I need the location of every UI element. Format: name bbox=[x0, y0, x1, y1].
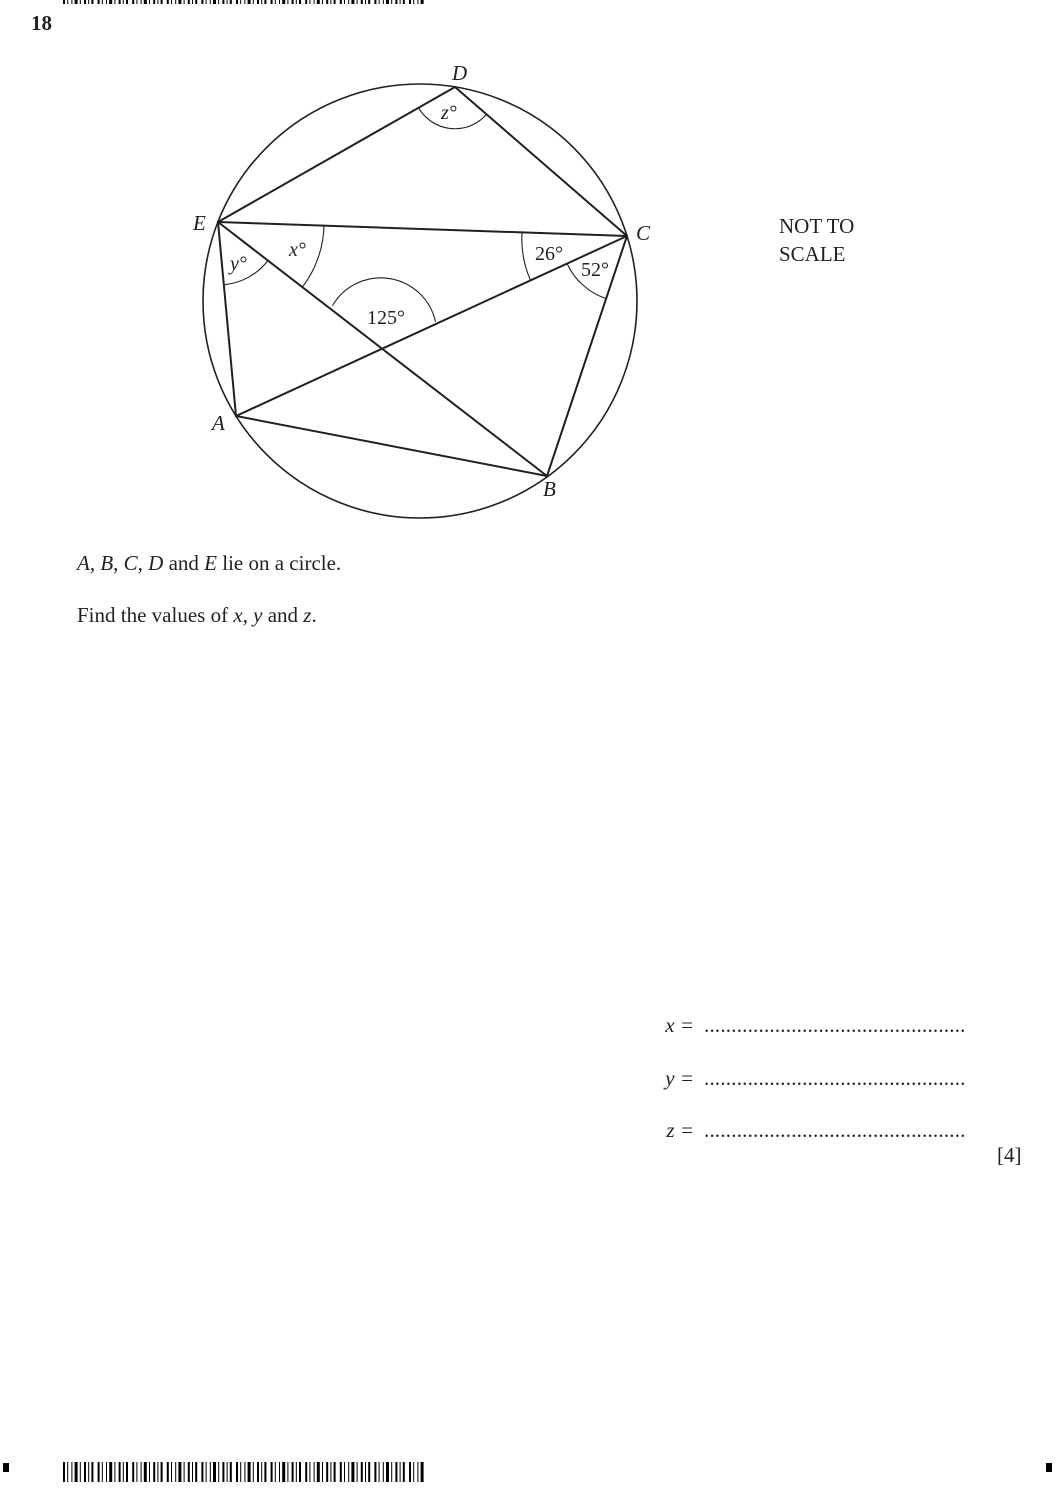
barcode-bar bbox=[334, 1462, 336, 1482]
barcode-bar bbox=[305, 1462, 307, 1482]
barcode-bar bbox=[171, 1462, 172, 1482]
barcode-bar bbox=[357, 1462, 358, 1482]
answer-dots-z[interactable]: ................................................ bbox=[704, 1118, 966, 1142]
point-label-C: C bbox=[636, 221, 651, 245]
barcode-bar bbox=[314, 1462, 315, 1482]
barcode-bar bbox=[351, 1462, 354, 1482]
barcode-bar bbox=[132, 1462, 134, 1482]
barcode-bar bbox=[218, 1462, 219, 1482]
barcode-bar bbox=[126, 1462, 128, 1482]
barcode-bar bbox=[106, 1462, 107, 1482]
find-prefix: Find the values of bbox=[77, 603, 234, 627]
barcode-bar bbox=[361, 1462, 363, 1482]
stmt-point-E: E bbox=[204, 551, 217, 575]
barcode-bar bbox=[88, 1462, 89, 1482]
barcode-bar bbox=[222, 1462, 224, 1482]
barcode-bar bbox=[379, 1462, 380, 1482]
circle-diagram bbox=[0, 0, 1056, 540]
angle-label-125: 125° bbox=[367, 307, 405, 329]
chord-AB bbox=[236, 416, 547, 476]
barcode-bar bbox=[153, 1462, 155, 1482]
find-var-y: y bbox=[253, 603, 263, 627]
barcode-bar bbox=[119, 1462, 121, 1482]
barcode-bar bbox=[184, 1462, 185, 1482]
answer-dots-y[interactable]: ................................................ bbox=[704, 1066, 966, 1090]
barcode-bar bbox=[167, 1462, 169, 1482]
corner-mark-right bbox=[1046, 1463, 1052, 1472]
point-label-B: B bbox=[543, 477, 556, 501]
barcode-bar bbox=[213, 1462, 216, 1482]
barcode-bar bbox=[80, 1462, 81, 1482]
barcode-bar bbox=[374, 1462, 376, 1482]
barcode-bar bbox=[348, 1462, 349, 1482]
barcode-bar bbox=[391, 1462, 392, 1482]
barcode-bar bbox=[279, 1462, 280, 1482]
angle-label-52: 52° bbox=[581, 259, 609, 281]
barcode-bar bbox=[344, 1462, 345, 1482]
barcode-bar bbox=[114, 1462, 115, 1482]
barcode-bar bbox=[67, 1462, 68, 1482]
barcode-bar bbox=[261, 1462, 262, 1482]
barcode-bar bbox=[287, 1462, 288, 1482]
barcode-bar bbox=[141, 1462, 142, 1482]
barcode-bar bbox=[368, 1462, 370, 1482]
barcode-bar bbox=[296, 1462, 297, 1482]
barcode-bar bbox=[136, 1462, 137, 1482]
chord-ED bbox=[218, 87, 455, 222]
answer-var-y: y = bbox=[665, 1066, 694, 1090]
barcode-bar bbox=[161, 1462, 163, 1482]
point-label-A: A bbox=[212, 411, 225, 435]
barcode-bar bbox=[244, 1462, 245, 1482]
barcode-bar bbox=[157, 1462, 158, 1482]
barcode-bar bbox=[292, 1462, 294, 1482]
scale-note-line1: NOT TO bbox=[779, 214, 855, 238]
barcode-bar bbox=[109, 1462, 112, 1482]
stmt-point-B: B bbox=[100, 551, 114, 575]
answer-line-y[interactable] bbox=[640, 1066, 985, 1092]
barcode-bar bbox=[91, 1462, 93, 1482]
barcode-bar bbox=[386, 1462, 389, 1482]
bottom-barcode bbox=[63, 1462, 425, 1482]
barcode-bar bbox=[206, 1462, 207, 1482]
marks-label: [4] bbox=[997, 1143, 1022, 1167]
barcode-bar bbox=[395, 1462, 397, 1482]
barcode-bar bbox=[403, 1462, 405, 1482]
answer-dots-x[interactable]: ................................................ bbox=[704, 1013, 966, 1037]
angle-label-x: x° bbox=[289, 239, 306, 261]
answer-var-x: x = bbox=[665, 1013, 694, 1037]
chord-DC bbox=[455, 87, 627, 236]
stmt-tail: lie on a circle. bbox=[217, 551, 342, 575]
barcode-bar bbox=[192, 1462, 193, 1482]
chord-EC bbox=[218, 222, 627, 236]
barcode-bar bbox=[299, 1462, 301, 1482]
barcode-bar bbox=[421, 1462, 424, 1482]
barcode-bar bbox=[253, 1462, 254, 1482]
barcode-bar bbox=[195, 1462, 197, 1482]
question-instruction: Find the values of x, y and z. bbox=[77, 603, 317, 627]
barcode-bar bbox=[75, 1462, 78, 1482]
barcode-bar bbox=[340, 1462, 342, 1482]
angle-label-y: y° bbox=[230, 253, 247, 275]
barcode-bar bbox=[144, 1462, 147, 1482]
barcode-bar bbox=[123, 1462, 124, 1482]
answer-var-z: z = bbox=[666, 1118, 694, 1142]
barcode-bar bbox=[240, 1462, 241, 1482]
barcode-bar bbox=[409, 1462, 411, 1482]
barcode-bar bbox=[236, 1462, 238, 1482]
barcode-bar bbox=[227, 1462, 228, 1482]
find-var-x: x bbox=[233, 603, 243, 627]
answer-line-z[interactable] bbox=[640, 1118, 985, 1144]
barcode-bar bbox=[149, 1462, 150, 1482]
barcode-bar bbox=[326, 1462, 328, 1482]
barcode-bar bbox=[210, 1462, 211, 1482]
barcode-bar bbox=[201, 1462, 203, 1482]
barcode-bar bbox=[264, 1462, 266, 1482]
stmt-point-C: C bbox=[123, 551, 138, 575]
angle-label-26: 26° bbox=[535, 243, 563, 265]
chord-AC bbox=[236, 236, 627, 416]
barcode-bar bbox=[248, 1462, 251, 1482]
barcode-bar bbox=[400, 1462, 401, 1482]
barcode-bar bbox=[230, 1462, 232, 1482]
barcode-bar bbox=[417, 1462, 418, 1482]
scale-note-line2: SCALE bbox=[779, 242, 846, 266]
barcode-bar bbox=[63, 1462, 65, 1482]
circle bbox=[203, 84, 637, 518]
answer-line-x[interactable] bbox=[640, 1013, 985, 1039]
stmt-point-A: A bbox=[77, 551, 90, 575]
barcode-bar bbox=[322, 1462, 323, 1482]
corner-mark-left bbox=[3, 1463, 9, 1472]
barcode-bar bbox=[271, 1462, 273, 1482]
arc-26 bbox=[522, 232, 531, 280]
barcode-bar bbox=[282, 1462, 285, 1482]
point-label-D: D bbox=[452, 61, 468, 85]
point-label-E: E bbox=[193, 211, 206, 235]
barcode-bar bbox=[413, 1462, 414, 1482]
barcode-bar bbox=[188, 1462, 190, 1482]
question-statement: A, B, C, D and E lie on a circle. bbox=[77, 551, 342, 575]
barcode-bar bbox=[98, 1462, 100, 1482]
barcode-bar bbox=[330, 1462, 331, 1482]
barcode-bar bbox=[309, 1462, 310, 1482]
barcode-bar bbox=[71, 1462, 72, 1482]
barcode-bar bbox=[383, 1462, 384, 1482]
barcode-bar bbox=[102, 1462, 103, 1482]
barcode-bar bbox=[84, 1462, 86, 1482]
angle-label-z: z° bbox=[441, 102, 457, 124]
barcode-bar bbox=[275, 1462, 276, 1482]
stmt-point-D: D bbox=[148, 551, 164, 575]
not-to-scale-note bbox=[779, 212, 854, 268]
page-number: 18 bbox=[31, 11, 52, 35]
barcode-bar bbox=[257, 1462, 259, 1482]
barcode-bar bbox=[178, 1462, 181, 1482]
barcode-bar bbox=[317, 1462, 320, 1482]
barcode-bar bbox=[365, 1462, 366, 1482]
barcode-bar bbox=[175, 1462, 176, 1482]
find-var-z: z bbox=[303, 603, 312, 627]
